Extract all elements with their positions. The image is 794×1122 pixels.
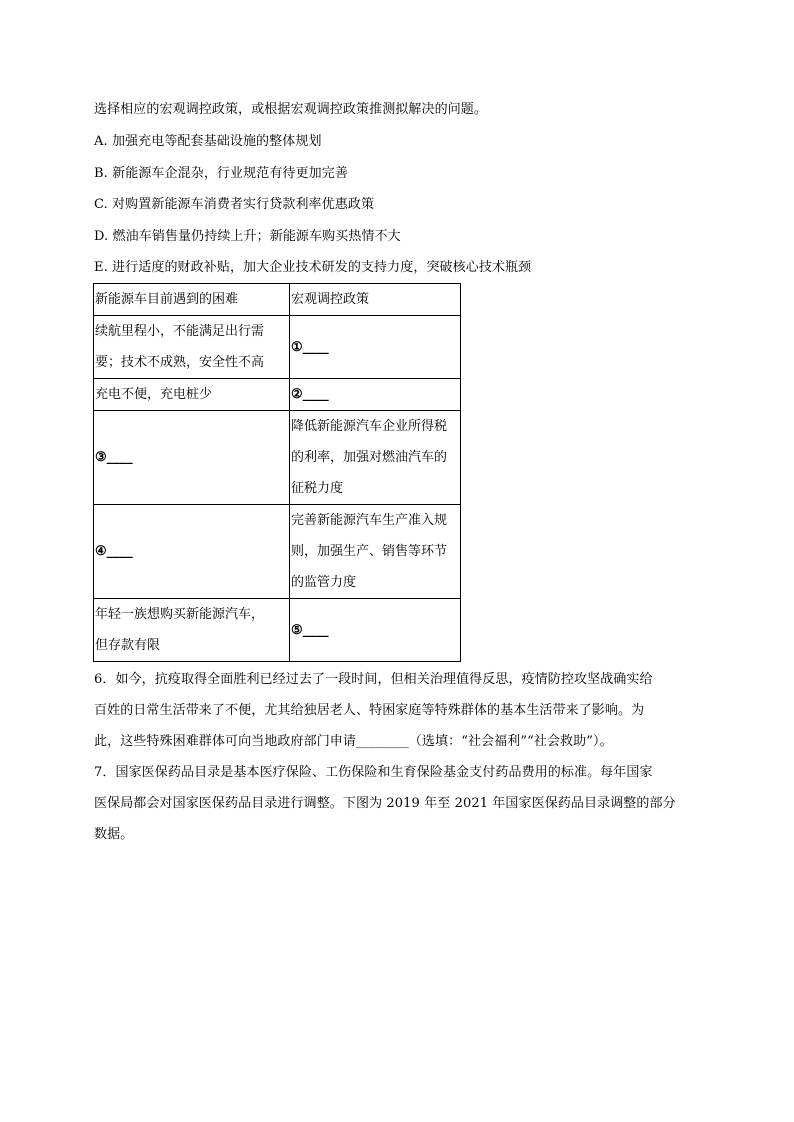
cell-line: 续航里程小，不能满足出行需 [95,324,265,339]
q6-line-3: 此，这些特殊困难群体可向当地政府部门申请________（选填：“社会福利”“社会救助”）。 [94,734,613,749]
cell-difficulty [94,411,290,505]
cell-policy [290,505,461,599]
table-row [94,505,461,599]
cell-difficulty [94,599,290,662]
cell-difficulty [94,505,290,599]
cell-line: 则，加强生产、销售等环节 [291,544,448,559]
cell-line: 要；技术不成熟，安全性不高 [95,355,265,370]
cell-line: 的监管力度 [291,575,357,590]
table-row [94,599,461,662]
cell-policy [290,379,461,411]
option-b: B. 新能源车企混杂，行业规范有待更加完善 [94,166,348,181]
q7-line-2: 医保局都会对国家医保药品目录进行调整。下图为 2019 年至 2021 年国家医保药品目录调整的部分 [94,796,676,811]
intro-text: 选择相应的宏观调控政策，或根据宏观调控政策推测拟解决的问题。 [94,102,488,117]
cell-line: 充电不便，充电桩少 [95,387,213,402]
table-row [94,411,461,505]
cell-difficulty [94,379,290,411]
cell-line: 但存款有限 [95,638,161,653]
cell-line: 年轻一族想购买新能源汽车， [95,607,265,622]
answer-blank-2: ②____ [291,387,329,402]
table-row [94,379,461,411]
q7-line-3: 数据。 [94,827,134,842]
header-policy: 宏观调控政策 [290,284,461,316]
q7-line-1: 7．国家医保药品目录是基本医疗保险、工伤保险和生育保险基金支付药品费用的标准。每年国家 [94,765,653,780]
cell-policy [290,411,461,505]
answer-blank-4: ④____ [95,544,133,559]
option-e: E. 进行适度的财政补贴，加大企业技术研发的支持力度，突破核心技术瓶颈 [94,260,532,275]
cell-line: 完善新能源汽车生产准入规 [291,513,448,528]
policy-table [93,283,461,662]
answer-blank-5: ⑤____ [291,622,329,638]
header-difficulty: 新能源车目前遇到的困难 [94,284,290,316]
cell-line: 降低新能源汽车企业所得税 [291,419,448,434]
table-header-row [94,284,461,316]
option-c: C. 对购置新能源车消费者实行贷款利率优惠政策 [94,197,375,212]
cell-policy [290,316,461,379]
answer-blank-1: ①____ [291,339,329,355]
cell-line: 的利率，加强对燃油汽车的 [291,450,448,465]
cell-policy [290,599,461,662]
cell-difficulty [94,316,290,379]
option-d: D. 燃油车销售量仍持续上升；新能源车购买热情不大 [94,229,401,244]
q6-line-1: 6．如今，抗疫取得全面胜利已经过去了一段时间，但相关治理值得反思，疫情防控攻坚战确实给 [94,672,653,687]
cell-line: 征税力度 [291,481,344,496]
q6-line-2: 百姓的日常生活带来了不便，尤其给独居老人、特困家庭等特殊群体的基本生活带来了影响。为 [94,703,645,718]
option-a: A. 加强充电等配套基础设施的整体规划 [94,134,322,149]
table-row [94,316,461,379]
answer-blank-3: ③____ [95,450,133,465]
